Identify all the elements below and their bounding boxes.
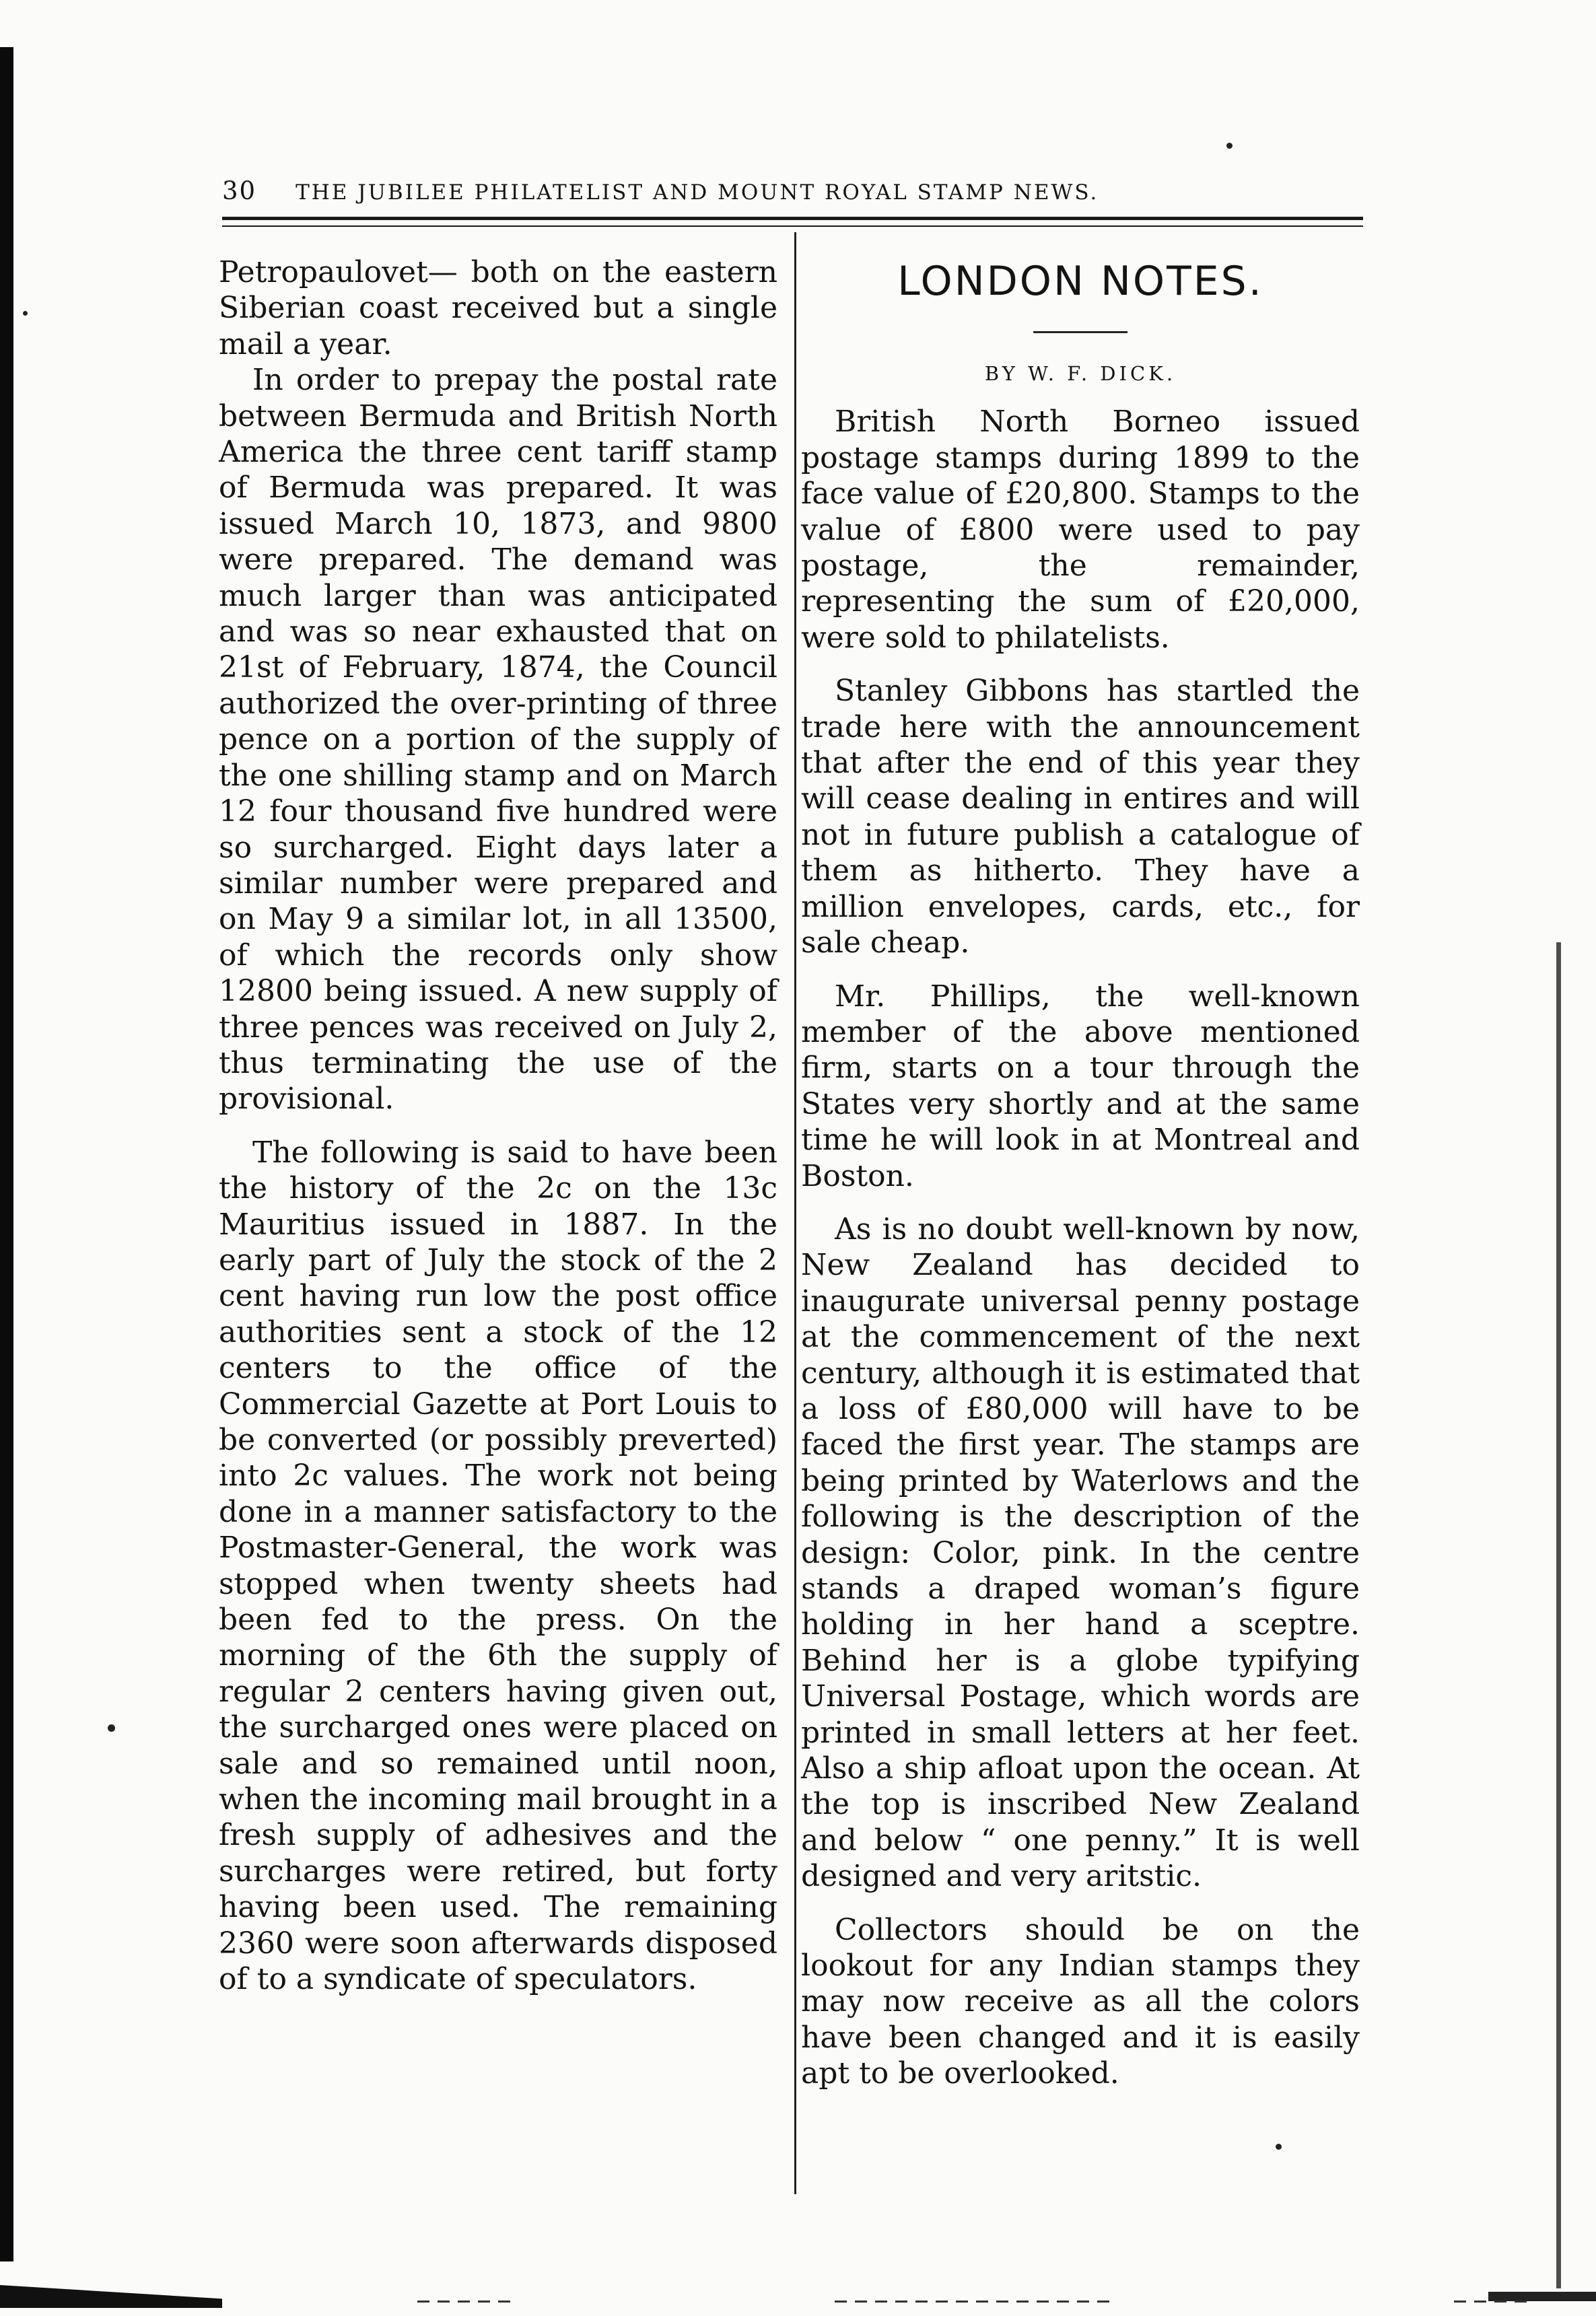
running-header bbox=[222, 176, 1366, 206]
scan-edge-bottom-left bbox=[0, 2285, 222, 2308]
running-title: THE JUBILEE PHILATELIST AND MOUNT ROYAL STAMP NEWS. bbox=[296, 180, 1099, 205]
scan-speck bbox=[1226, 143, 1233, 149]
article-paragraph: The following is said to have been the history of the 2c on the 13c Mauritius issued in 1887. In the early part of July the stock of the 2 cent having run low the post office authorities sent a stock of the 12 centers to the office of the Commercial Gazette at Port Louis to be converted (or possibly preverted) into 2c values. The work not being done in a manner satisfactory to the Postmaster-General, the work was stopped when twenty sheets had been fed to the press. On the morning of the 6th the supply of regular 2 centers having given out, the surcharged ones were placed on sale and so remained until noon, when the incoming mail brought in a fresh supply of adhesives and the surcharges were retired, but forty having been used. The remaining 2360 were soon afterwards disposed of to a syndicate of speculators. bbox=[219, 1135, 777, 1997]
article-paragraph: Collectors should be on the lookout for any Indian stamps they may now receive as all the colors have been changed and it is easily apt to be overlooked. bbox=[801, 1912, 1360, 2091]
byline: BY W. F. DICK. bbox=[984, 362, 1177, 385]
article-paragraph: In order to prepay the postal rate between Bermuda and British North America the three cent tariff stamp of Bermuda was prepared. It was issued March 10, 1873, and 9800 were prepared. The demand was much larger than was anticipated and was so near exhausted that on 21st of February, 1874, the Council authorized the over-printing of three pence on a portion of the supply of the one shilling stamp and on March 12 four thousand five hundred were so surcharged. Eight days later a similar number were prepared and on May 9 a similar lot, in all 13500, of which the records only show 12800 being issued. A new supply of three pences was received on July 2, thus terminating the use of the provisional. bbox=[219, 363, 777, 1117]
column-divider bbox=[794, 232, 796, 2194]
scan-speck bbox=[108, 1724, 115, 1732]
right-column bbox=[801, 254, 1360, 2092]
article-paragraph: British North Borneo issued postage stamps during 1899 to the face value of £20,800. Stamps to the value of £800 were used to pay postage, the remainder, representing the sum of £20,000, were sold to philatelists. bbox=[801, 405, 1360, 655]
article-paragraph: As is no doubt well-known by now, New Zealand has decided to inaugurate universal penny postage at the commencement of the next century, although it is estimated that a loss of £80,000 will have to be faced the first year. The stamps are being printed by Waterlows and the following is the description of the design: Color, pink. In the centre stands a draped woman’s figure holding in her hand a sceptre. Behind her is a globe typifying Universal Postage, which words are printed in small letters at her feet. Also a ship afloat upon the ocean. At the top is inscribed New Zealand and below “ one penny.” It is well designed and very aritstic. bbox=[801, 1212, 1360, 1894]
scan-edge-right bbox=[1556, 942, 1561, 2288]
title-rule bbox=[1033, 331, 1127, 333]
header-rule-thin bbox=[222, 225, 1363, 227]
left-column bbox=[219, 254, 777, 1998]
scan-speck bbox=[1276, 2144, 1282, 2150]
scan-edge-bottom-right bbox=[1488, 2292, 1596, 2301]
scan-dashes bbox=[1454, 2301, 1535, 2303]
scan-dashes bbox=[835, 2301, 1117, 2303]
section-title: LONDON NOTES. bbox=[897, 258, 1263, 305]
scan-dashes bbox=[417, 2301, 512, 2303]
header-rule bbox=[222, 217, 1363, 220]
scan-speck bbox=[23, 311, 28, 316]
article-paragraph: Petropaulovet— both on the eastern Siberian coast received but a single mail a year. bbox=[219, 255, 777, 361]
scan-edge-left bbox=[0, 47, 13, 2261]
article-paragraph: Stanley Gibbons has startled the trade here with the announcement that after the end of this year they will cease dealing in entires and will not in future publish a catalogue of them as hitherto. They have a million envelopes, cards, etc., for sale cheap. bbox=[801, 674, 1360, 960]
article-paragraph: Mr. Phillips, the well-known member of the above mentioned firm, starts on a tour through the States very shortly and at the same time he will look in at Montreal and Boston. bbox=[801, 979, 1360, 1193]
page-number: 30 bbox=[222, 176, 257, 205]
